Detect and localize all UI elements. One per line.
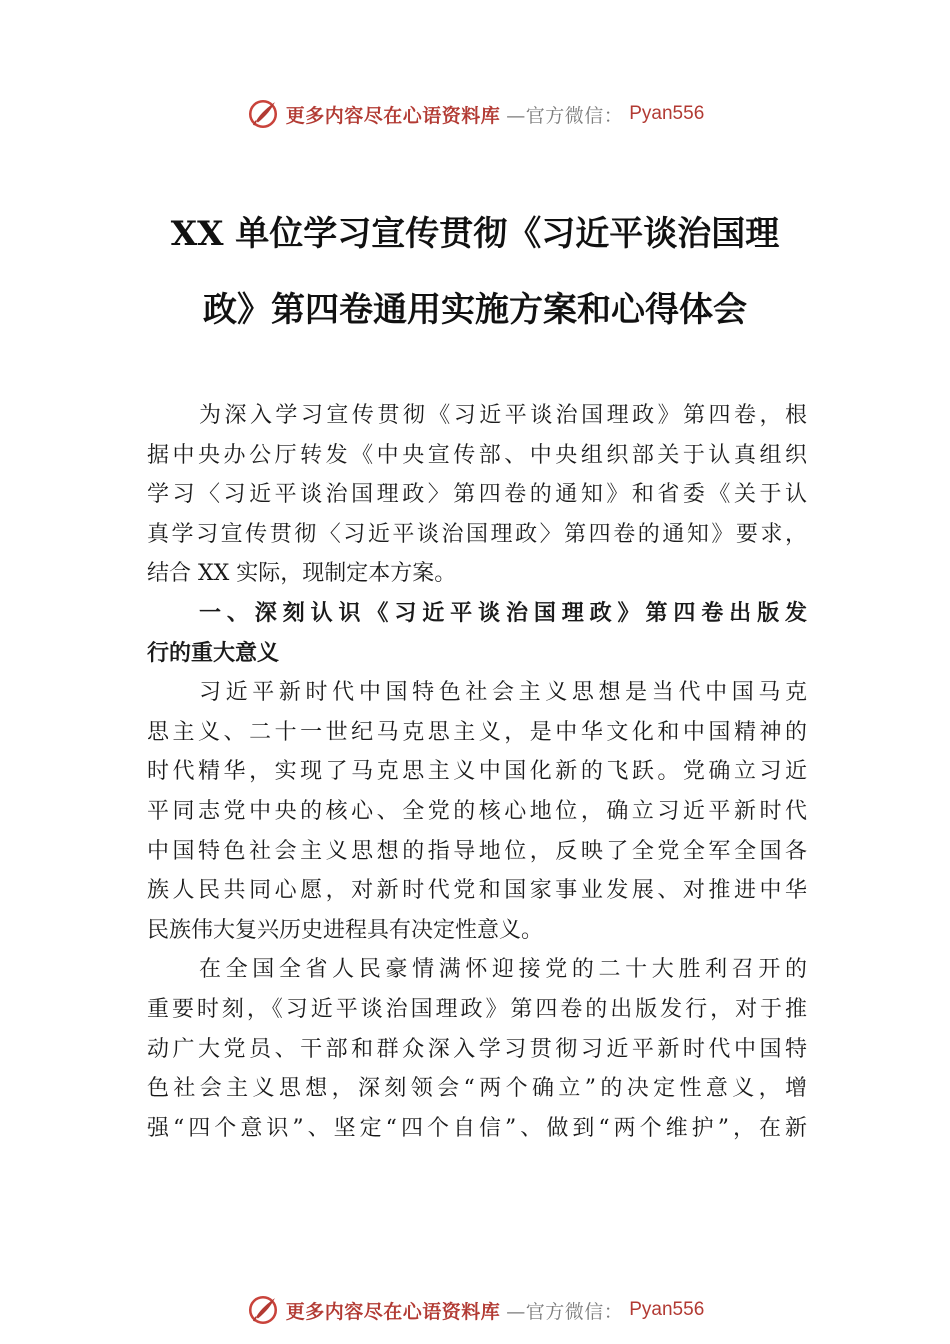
quill-logo-icon [246,97,280,131]
body-line: 民族伟大复兴历史进程具有决定性意义。 [147,917,544,943]
document-title [110,196,840,348]
body-line: 色社会主义思想，深刻领会“两个确立”的决定性意义，增 [147,1076,807,1102]
section-heading-line: 行的重大意义 [147,640,280,666]
banner-wechat-id: Pyan556 [629,1299,705,1320]
banner-tail-text: —官方微信： [506,104,624,127]
body-line: 习近平新时代中国特色社会主义思想是当代中国马克 [199,680,807,706]
body-line: 在全国全省人民豪情满怀迎接党的二十大胜利召开的 [199,957,807,983]
body-line: 中国特色社会主义思想的指导地位，反映了全党全军全国各 [147,838,807,864]
document-body [147,396,807,1148]
body-line: 为深入学习宣传贯彻《习近平谈治国理政》第四卷，根 [199,403,807,428]
title-line: XX 单位学习宣传贯彻《习近平谈治国理 [170,214,780,254]
body-line: 结合 XX 实际，现制定本方案。 [147,561,457,587]
body-line: 学习〈习近平谈治国理政〉第四卷的通知》和省委《关于认 [147,482,807,508]
header-banner [0,94,950,134]
banner-wechat-id: Pyan556 [629,103,705,124]
section-heading-line: 一、深刻认识《习近平谈治国理政》第四卷出版发 [199,600,807,626]
body-line: 真学习宣传贯彻〈习近平谈治国理政〉第四卷的通知》要求， [147,521,807,547]
banner-lead-text: 更多内容尽在心语资料库 [285,1300,501,1323]
body-line: 动广大党员、干部和群众深入学习贯彻习近平新时代中国特 [147,1036,807,1062]
banner-tail-text: —官方微信： [506,1300,624,1323]
title-line: 政》第四卷通用实施方案和心得体会 [203,290,747,330]
body-line: 重要时刻，《习近平谈治国理政》第四卷的出版发行，对于推 [147,996,807,1022]
body-line: 族人民共同心愿，对新时代党和国家事业发展、对推进中华 [147,878,807,904]
banner-lead-text: 更多内容尽在心语资料库 [285,104,501,127]
body-line: 平同志党中央的核心、全党的核心地位，确立习近平新时代 [147,798,807,824]
body-line: 据中央办公厅转发《中央宣传部、中央组织部关于认真组织 [147,442,807,468]
body-line: 时代精华，实现了马克思主义中国化新的飞跃。党确立习近 [147,759,807,785]
quill-logo-icon [246,1293,280,1327]
body-line: 思主义、二十一世纪马克思主义，是中华文化和中国精神的 [147,719,807,745]
body-line: 强“四个意识”、坚定“四个自信”、做到“两个维护”，在新 [147,1115,807,1141]
footer-banner [0,1290,950,1330]
